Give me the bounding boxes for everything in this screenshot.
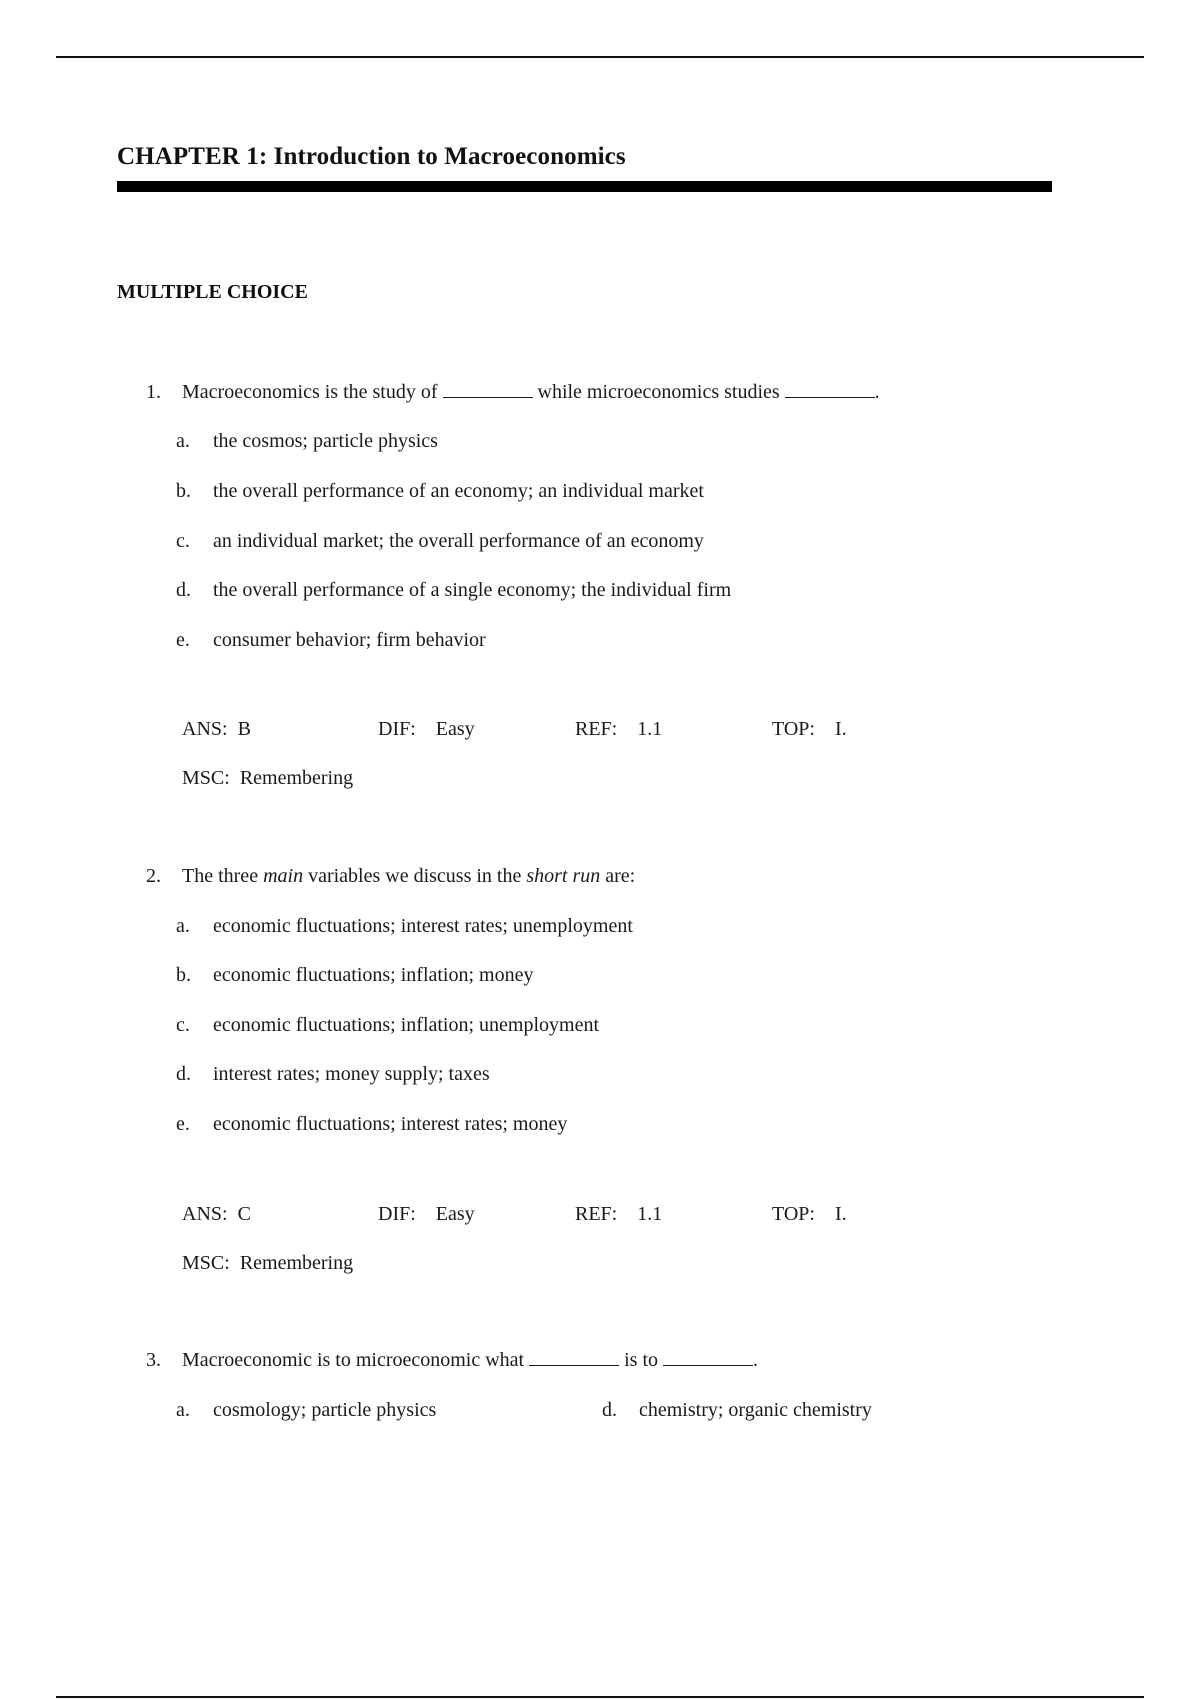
option-letter: c. — [176, 530, 190, 552]
top-rule — [56, 56, 1144, 58]
bottom-rule — [56, 1696, 1144, 1698]
option-letter: a. — [176, 1399, 190, 1421]
option-text: the overall performance of a single economy; the individual firm — [213, 579, 732, 601]
chapter-title: CHAPTER 1: Introduction to Macroeconomics — [117, 143, 626, 170]
option-letter: a. — [176, 430, 190, 452]
difficulty: DIF: Easy — [378, 1203, 475, 1225]
answer-key: ANS: C — [182, 1203, 251, 1225]
question-text: Macroeconomics is the study of while microeconomics studies . — [182, 381, 880, 403]
answer-blank — [529, 1351, 619, 1366]
answer-blank — [663, 1351, 753, 1366]
option-text: economic fluctuations; interest rates; money — [213, 1113, 568, 1135]
option-letter: b. — [176, 480, 191, 502]
answer-key: ANS: B — [182, 718, 251, 740]
chapter-title-bar — [117, 181, 1052, 192]
difficulty: DIF: Easy — [378, 718, 475, 740]
question-number: 1. — [146, 381, 161, 403]
answer-blank — [785, 383, 875, 398]
option-text: interest rates; money supply; taxes — [213, 1063, 490, 1085]
option-text: economic fluctuations; interest rates; unemployment — [213, 915, 633, 937]
question-text: Macroeconomic is to microeconomic what is to . — [182, 1349, 759, 1371]
reference: REF: 1.1 — [575, 718, 663, 740]
option-text: chemistry; organic chemistry — [639, 1399, 872, 1421]
option-letter: e. — [176, 1113, 190, 1135]
question-number: 2. — [146, 865, 161, 887]
option-text: the overall performance of an economy; an individual market — [213, 480, 704, 502]
option-letter: a. — [176, 915, 190, 937]
reference: REF: 1.1 — [575, 1203, 663, 1225]
topic: TOP: I. — [772, 1203, 847, 1225]
option-letter: d. — [602, 1399, 617, 1421]
option-text: the cosmos; particle physics — [213, 430, 438, 452]
option-text: cosmology; particle physics — [213, 1399, 437, 1421]
question-number: 3. — [146, 1349, 161, 1371]
topic: TOP: I. — [772, 718, 847, 740]
option-letter: d. — [176, 579, 191, 601]
option-letter: d. — [176, 1063, 191, 1085]
option-text: economic fluctuations; inflation; unemployment — [213, 1014, 600, 1036]
misc: MSC: Remembering — [182, 767, 354, 789]
question-text: The three main variables we discuss in the short run are: — [182, 865, 636, 887]
option-text: an individual market; the overall performance of an economy — [213, 530, 704, 552]
option-letter: e. — [176, 629, 190, 651]
option-letter: c. — [176, 1014, 190, 1036]
answer-blank — [443, 383, 533, 398]
option-text: consumer behavior; firm behavior — [213, 629, 486, 651]
option-text: economic fluctuations; inflation; money — [213, 964, 534, 986]
option-letter: b. — [176, 964, 191, 986]
misc: MSC: Remembering — [182, 1252, 354, 1274]
section-title: MULTIPLE CHOICE — [117, 281, 308, 303]
